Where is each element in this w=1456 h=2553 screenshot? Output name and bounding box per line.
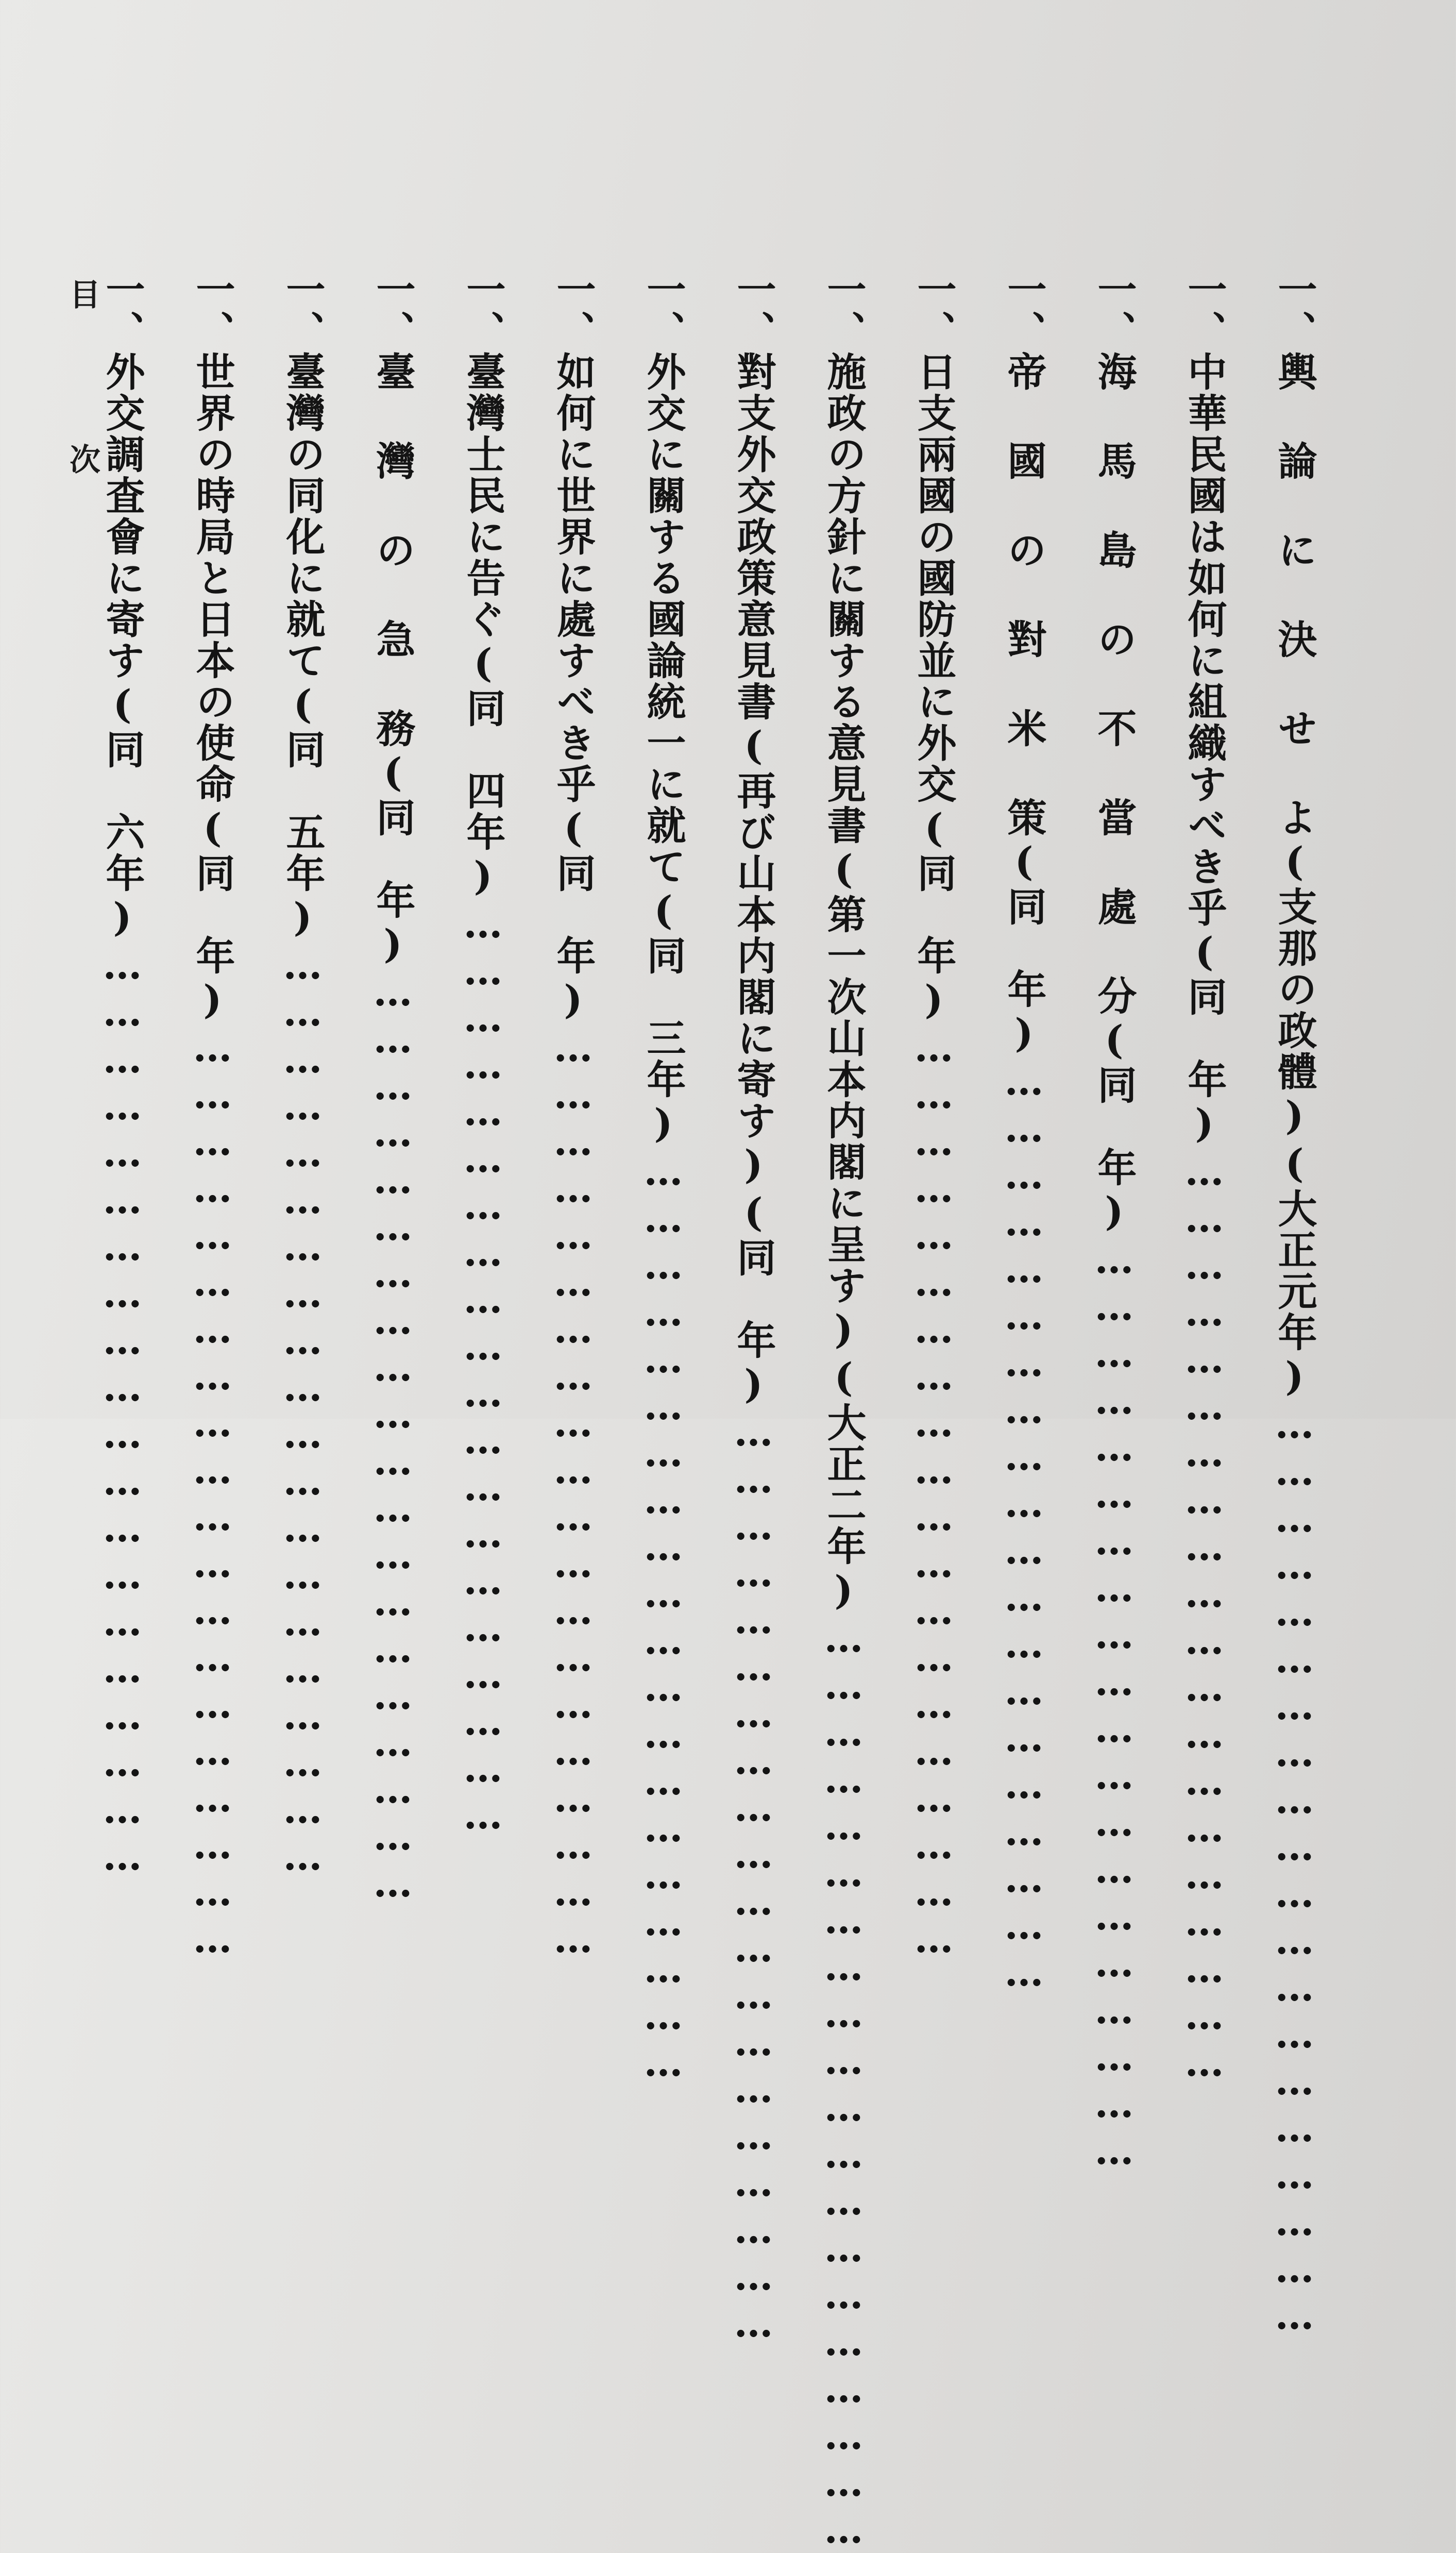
- toc-entry: [821, 77, 921, 2553]
- dot-leader: ……………………………………………………: [1272, 1401, 1317, 2339]
- toc-entry: [731, 77, 831, 2347]
- entry-bullet: 一、: [1091, 269, 1137, 351]
- toc-entry: [190, 77, 290, 1962]
- dot-leader: ……………………………………………………: [550, 1024, 596, 1962]
- entry-bullet: 一、: [640, 269, 686, 351]
- entry-date: (同 年): [911, 805, 957, 1024]
- entry-bullet: 一、: [1272, 269, 1317, 351]
- entry-date: (同 年): [1181, 929, 1227, 1148]
- entry-date: (同 三年): [640, 887, 686, 1148]
- dot-leader: ……………………………………………………: [99, 942, 145, 1880]
- dot-leader: ……………………………………………………: [640, 1148, 686, 2086]
- entry-bullet: 一、: [99, 269, 145, 351]
- entry-title: 如何に世界に處すべき乎: [550, 351, 596, 805]
- entry-title: 外交調査會に寄す: [99, 351, 145, 681]
- running-head: 目次: [64, 278, 100, 608]
- toc-entry: [911, 77, 1011, 1962]
- entry-bullet: 一、: [280, 269, 326, 351]
- entry-date: (同 年): [1091, 1017, 1137, 1236]
- entry-date: (大正二年): [821, 1354, 867, 1615]
- toc-entry: [280, 77, 380, 1880]
- entry-date: (同 六年): [99, 681, 145, 942]
- entry-bullet: 一、: [550, 269, 596, 351]
- entry-date: (同 年): [370, 749, 416, 969]
- dot-leader: ……………………………………………………: [370, 969, 416, 1907]
- entry-bullet: 一、: [370, 269, 416, 351]
- dot-leader: ……………………………………………………: [1181, 1148, 1227, 2086]
- entry-date: (同 年): [550, 805, 596, 1024]
- toc-entry: [1091, 77, 1191, 2174]
- entry-date: (同 五年): [280, 681, 326, 942]
- entry-date: (同 四年): [460, 640, 506, 901]
- entry-title: 日支兩國の國防並に外交: [911, 351, 957, 805]
- dot-leader: ……………………………………………………: [731, 1409, 776, 2347]
- entry-title: 臺灣士民に告ぐ: [460, 351, 506, 640]
- toc-entry: [460, 77, 560, 1839]
- entry-title: 海 馬 島 の 不 當 處 分: [1091, 351, 1137, 1017]
- entry-bullet: 一、: [1181, 269, 1227, 351]
- dot-leader: ……………………………………………………: [1091, 1236, 1137, 2174]
- entry-date: (同 年): [1001, 838, 1047, 1058]
- entry-bullet: 一、: [911, 269, 957, 351]
- entry-title: 對支外交政策意見書(再び山本内閣に寄す): [731, 351, 776, 1189]
- toc-entry: [640, 77, 740, 2086]
- entry-title: 世界の時局と日本の使命: [190, 351, 235, 805]
- entry-date: (同 年): [190, 805, 235, 1024]
- dot-leader: ……………………………………………………: [280, 942, 326, 1880]
- entry-date: (大正元年): [1272, 1140, 1317, 1401]
- entry-date: (同 年): [731, 1189, 776, 1409]
- toc-entry: [550, 77, 650, 1962]
- toc-entry: [370, 77, 470, 1907]
- toc-entry: [1181, 77, 1281, 2086]
- entry-bullet: 一、: [821, 269, 867, 351]
- entry-title: 施政の方針に關する意見書(第一次山本内閣に呈す): [821, 351, 867, 1354]
- entry-bullet: 一、: [460, 269, 506, 351]
- dot-leader: ……………………………………………………: [911, 1024, 957, 1962]
- dot-leader: ……………………………………………………: [1001, 1058, 1047, 1996]
- toc-entry: [1272, 77, 1372, 2339]
- dot-leader: ……………………………………………………: [460, 901, 506, 1839]
- entry-title: 臺灣の同化に就て: [280, 351, 326, 681]
- dot-leader: ……………………………………………………: [190, 1024, 235, 1962]
- dot-leader: ……………………………………………………: [821, 1615, 867, 2553]
- entry-bullet: 一、: [1001, 269, 1047, 351]
- entry-title: 帝 國 の 對 米 策: [1001, 351, 1047, 838]
- entry-bullet: 一、: [731, 269, 776, 351]
- entry-title: 中華民國は如何に組織すべき乎: [1181, 351, 1227, 929]
- entry-bullet: 一、: [190, 269, 235, 351]
- toc-entry: [99, 77, 199, 1880]
- entry-title: 輿 論 に 決 せ よ(支那の政體): [1272, 351, 1317, 1140]
- entry-title: 外交に關する國論統一に就て: [640, 351, 686, 887]
- entry-title: 臺 灣 の 急 務: [370, 351, 416, 749]
- toc-entry: [1001, 77, 1101, 1996]
